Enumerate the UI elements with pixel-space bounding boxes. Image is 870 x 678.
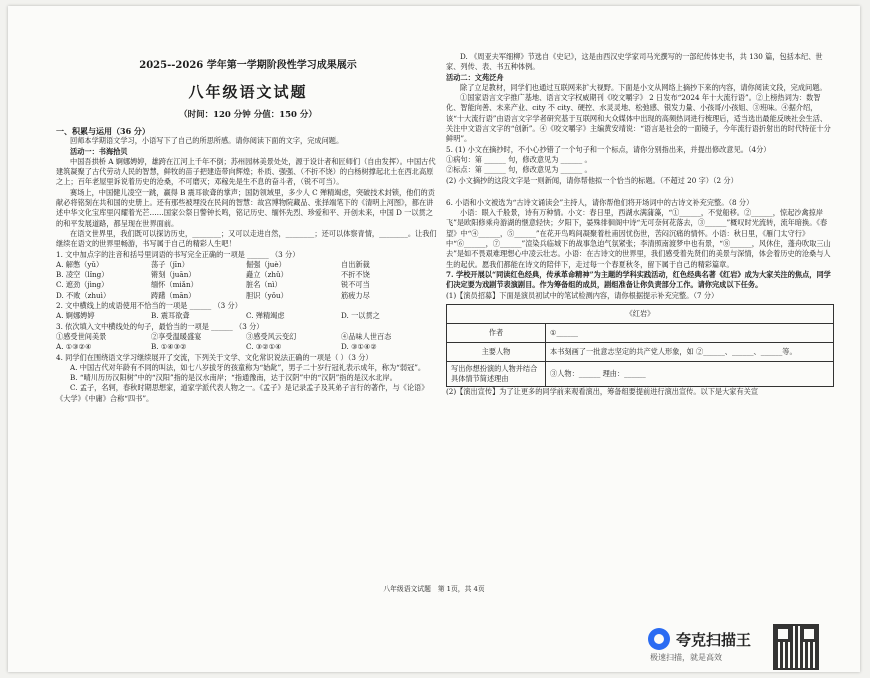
q1-option: B. 凌空（lǐng） bbox=[56, 270, 109, 280]
exam-sheet bbox=[8, 6, 860, 672]
passage-para-3: 在语文世界里，我们既可以探访历史，________；又可以走进自然，________；还可以体察青情，________。让我们继续在语文的世界里畅游，书写属于自己的精彩人生吧！ bbox=[56, 228, 437, 249]
q2-option: C. 殚精竭虑 bbox=[246, 311, 285, 321]
activity1-title: 活动一：书海拾贝 bbox=[70, 146, 128, 156]
q1-option: 荡子（jīn） bbox=[151, 259, 189, 269]
q2-option: B. 震耳欲聋 bbox=[151, 311, 190, 321]
activity2-intro: 除了立足教材，同学们也通过互联网来扩大视野。下面是小文从网络上摘抄下来的内容，请你阅读文段，完成问题。 bbox=[460, 82, 827, 92]
page-footer: 八年级语文试题 第 1页，共 4页 bbox=[383, 585, 485, 593]
q2-option: A. 婀娜娉婷 bbox=[56, 311, 95, 321]
question-4: 4. 同学们在围绕语文学习继续展开了交流，下列关于文学、文化常识说法正确的一项是（ ）（3 分） bbox=[56, 352, 373, 362]
intro-text: 回师本学期语文学习，小语写下了自己的所思所感。请你阅读下面的文字，完成问题。 bbox=[70, 136, 344, 146]
q5-answer-sentence: ①病句：第 ______ 句，修改意见为 ______ 。 bbox=[446, 154, 592, 164]
qr-code bbox=[773, 624, 819, 670]
q1-option: 缅怀（miǎn） bbox=[151, 280, 198, 290]
q1-option: D. 不败（zhuì） bbox=[56, 290, 111, 300]
author-label: 作者 bbox=[447, 323, 546, 342]
table-head: 《红岩》 bbox=[447, 304, 834, 323]
q1-option: 脏名（nì） bbox=[246, 280, 282, 290]
q3-option: A. ①③②④ bbox=[56, 342, 92, 352]
q3-option: D. ③①④② bbox=[341, 342, 377, 352]
characters-value: 本书刻画了一批意志坚定的共产党人形象，如 ②______、______、______等。 bbox=[546, 342, 834, 361]
brand-name: 夸克扫描王 bbox=[676, 630, 752, 649]
q3-item: ④品味人世百态 bbox=[341, 331, 392, 341]
q4-option-b: B. “晴川历历汉阳树”中的“汉阳”指的是汉水南岸；“指通豫南，达于汉阴”中的“汉阴”指的是汉水北岸。 bbox=[70, 373, 397, 383]
q7-part-1: (1)【演员招募】下面是演员初试中的笔试检测内容，请你根据提示补充完整。（7 分） bbox=[446, 290, 719, 300]
q4-option-c: C. 孟子，名轲，春秋时期思想家，道家学派代表人物之一。《孟子》是记录孟子及其弟子言行的著作，与《论语》《大学》《中庸》合称“四书”。 bbox=[56, 383, 429, 403]
q3-option: C. ③②①④ bbox=[246, 342, 282, 352]
passage-para-2: 赛场上，中国健儿凌空一跳，赢得 B 震耳欲聋的掌声；国防领域里，多少人 C 殚精竭虑，突破技术封锁，他们的贡献必将铭刻在共和国的史册上。还有那些被埋没在民间的智慧：故宫博物院藏品、张择端笔下的《清明上河图》，都在讲述中华文化宝库里闪耀着光芒……国家公祭日警钟长鸣，铭记历史、缅怀先烈、珍爱和平、开创未来，中国 D 一以贯之的和平发展道路，都呈现在世界面前。 bbox=[56, 187, 435, 228]
question-1: 1. 文中加点字的注音和括号里词语的书写完全正确的一项是 ______ （3 分） bbox=[56, 249, 300, 259]
q1-option: 筋疲力尽 bbox=[341, 290, 370, 300]
activity2-title: 活动二：文苑泛舟 bbox=[446, 72, 504, 82]
role-label: 写出你想扮演的人物并结合具体情节简述理由 bbox=[447, 361, 546, 387]
author-value: ①______ bbox=[546, 323, 834, 342]
q1-option: A. 解憋（yǔ） bbox=[56, 259, 104, 269]
characters-label: 主要人物 bbox=[447, 342, 546, 361]
question-5: 5. (1) 小文在摘抄时，不小心抄错了一个句子和一个标点，请你分别指出来，并提出修改意见。（4分） bbox=[446, 144, 771, 154]
exam-title: 八年级语文试题 bbox=[188, 83, 308, 101]
school-year-header: 2025--2026 学年第一学期阶段性学习成果展示 bbox=[139, 60, 357, 71]
q1-option: 踌躇（mān） bbox=[151, 290, 196, 300]
q1-option: 倔强（juè） bbox=[246, 259, 286, 269]
q6-text: 小语：眼入千般景，诗有万种情。小文：春日里，西湖水满蒲藻，“①______，不觉船移。②______，惊起沙禽掠岸飞”是欧阳修乘舟游湖的惬意轻快；夕阳下，晏殊徘徊阁中诗“无可奈何花落去，③______”概叹时光流转，流年暗换。《春望》中“④______，⑤______”在花开鸟鸣间凝聚着杜甫因忧伤世，苦闷沉痛的情怀。小语：秋日里，《雁门太守行》中“⑥______，⑦______”渲染兵临城下的战事急迫气氛紧张；李清照南渡梦中也有景，“⑧______，风休住，蓬舟吹取三山去”是如不畏艰难理想心中凌云壮志。小语：在古诗文的世界里，我们感受着先贤们的美景与深情，体会着历史的沧桑与人生的起伏。愿我们都能在诗文的陪伴下，走过每一个春夏秋冬，留下属于自己的精彩篇章。 bbox=[446, 208, 831, 269]
q1-option: 不折不饶 bbox=[341, 270, 370, 280]
q1-option: 锵刻（juān） bbox=[151, 270, 196, 280]
q2-option: D. 一以贯之 bbox=[341, 311, 380, 321]
activity2-passage: ①国家语言文字推广基地、语言文字权威期刊《咬文嚼字》 2 日发布“2024 年十大流行语”。②上榜热词为：数智化、智能向善、未来产业、city 不 city、硬控、水灵灵地、松弛感、银发力量、小孩哥/小孩姐、③班味。④据介绍，该“十大流行语”由语言文字学者研究基于互联网和大众媒体中出现的高频热词进行梳理后，适当选出最能反映社会生活、关注中文语言文字的“创新”。④《咬文嚼字》主编黄安靖说：“语言是社会的一面镜子，今年流行语折射出的时代特征十分鲜明”。 bbox=[446, 93, 831, 144]
role-value: ③人物：______ 理由：______ bbox=[546, 361, 834, 387]
q3-option: B. ①④③② bbox=[151, 342, 187, 352]
q1-option: C. 遮劲（jìng） bbox=[56, 280, 109, 290]
hongyan-table bbox=[446, 304, 834, 388]
question-3: 3. 依次填入文中横线处的句子，最恰当的一项是 ______ （3 分） bbox=[56, 321, 264, 331]
q1-option: 矗立（zhǔ） bbox=[246, 270, 288, 280]
q1-option: 胆识（yǒu） bbox=[246, 290, 288, 300]
q5-part-2: (2) 小文摘抄的这段文字是一则新闻，请你帮他拟一个恰当的标题。（不超过 20 字）（2 分） bbox=[446, 175, 738, 185]
q2-options bbox=[56, 311, 438, 321]
left-column bbox=[56, 124, 438, 404]
q3-item: ①感受世间美景 bbox=[56, 331, 107, 341]
scanner-brand bbox=[648, 628, 752, 662]
q3-item: ②享受温暖盛宴 bbox=[151, 331, 202, 341]
q1-option: 锐不可当 bbox=[341, 280, 370, 290]
q5-answer-punct: ②标点：第 ______ 句，修改意见为 ______ 。 bbox=[446, 165, 592, 175]
question-6: 6. 小语和小文被选为“古诗文诵读会”主持人，请你帮他们将开场词中的古诗文补充完整。（8 分） bbox=[446, 197, 754, 207]
right-column bbox=[446, 52, 834, 398]
quark-logo-icon bbox=[648, 628, 670, 650]
brand-slogan: 极速扫描，就是高效 bbox=[650, 653, 722, 662]
q3-item: ③感受风云变幻 bbox=[246, 331, 297, 341]
q4-option-a: A. 中国古代对年龄有不同的叫法，如七八岁拔牙的孩童称为“始龀”，男子二十岁行冠礼表示成年，称为“弱冠”。 bbox=[70, 362, 426, 372]
q1-options bbox=[56, 260, 438, 301]
section1-title: 一、积累与运用（36 分） bbox=[56, 126, 150, 136]
time-info: （时间：120 分钟 分值：150 分） bbox=[179, 110, 317, 120]
q3-items bbox=[56, 332, 438, 342]
question-2: 2. 文中横线上的成语使用不恰当的一项是 ______ （3 分） bbox=[56, 301, 242, 311]
q3-options bbox=[56, 342, 438, 352]
question-7: 7. 学校开展以“同读红色经典，传承革命精神”为主题的学科实践活动，红色经典名著《红岩》成为大家关注的焦点，同学们决定要为戏剧节表演剧目。作为筹备组的成员，剧组准备让你负责部分工作。请你完成以下任务。 bbox=[446, 269, 831, 290]
q4-option-d: D. 《周亚夫军细柳》节选自《史记》，这是由西汉史学家司马光撰写的一部纪传体史书，共 130 篇，包括本纪、世家、列传、表、书五种体例。 bbox=[446, 52, 823, 72]
q7-part-2: (2)【演出宣传】为了让更多的同学前来观看演出，筹备组要提前进行演出宣传。以下是大家有关宣 bbox=[446, 387, 759, 397]
q1-option: 自出新裁 bbox=[341, 259, 370, 269]
passage-para-1: 中国吾拱桥 A 婀娜娉婷，雄跨在江河上千年不倒；苏州园林美景处处，源于设计者和匠师们（自由发挥）。中国古代建筑凝聚了古代劳动人民的智慧，鲜牧的苗子把建造带向辉煌；朴质、强强、（不折不饶）的白杨树撑起北土在西北高原之上；百年老屋里诉说着历史的沧桑，不可磨灭；邓稼先是生不息的奋斗者，（锐不可当）。 bbox=[56, 156, 436, 187]
answer-space bbox=[446, 186, 834, 198]
